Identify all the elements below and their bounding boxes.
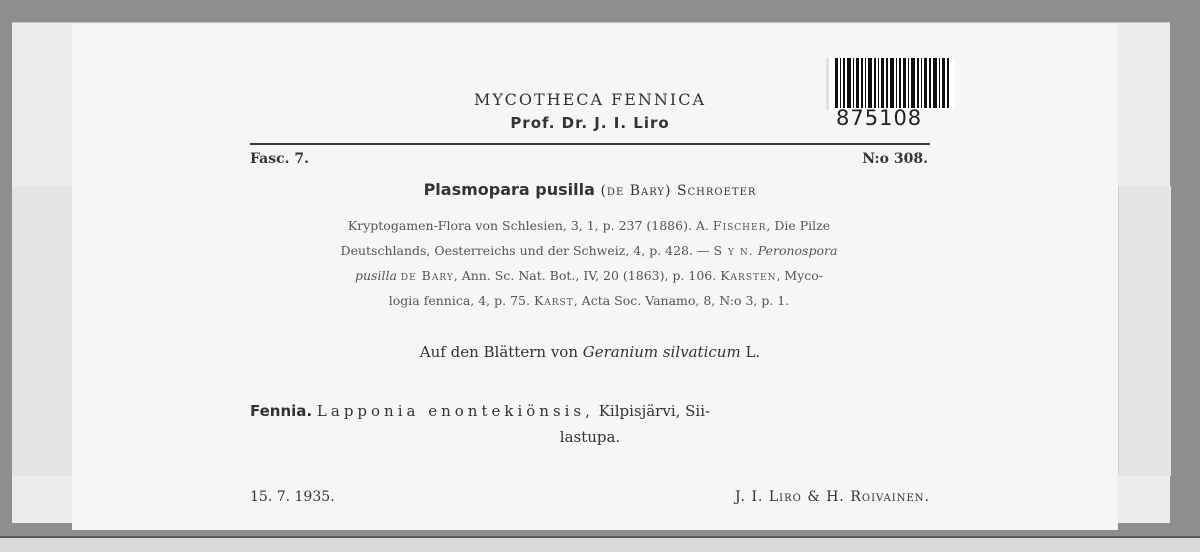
ref1-text-end: , Die Pilze	[766, 218, 831, 233]
ref3-text: , Ann. Sc. Nat. Bot., IV, 20 (1863), p. 106.	[453, 268, 717, 283]
ref1-author: Fischer	[712, 218, 767, 233]
header-divider	[250, 143, 930, 145]
ref1-text: Kryptogamen-Flora von Schlesien, 3, 1, p. 237 (1886). A.	[347, 218, 713, 233]
fascicle-number: Fasc. 7.	[250, 151, 310, 167]
species-authority: (de Bary) Schroeter	[600, 183, 757, 199]
reference-line-3	[243, 268, 935, 283]
species-name	[250, 180, 930, 199]
ref4-author: Karst	[533, 293, 574, 308]
locality-line	[250, 402, 936, 420]
ref3-text-end: , Myco-	[776, 268, 824, 283]
host-authority: L.	[745, 343, 761, 361]
locality-province: Lapponia enontekiönsis,	[316, 402, 594, 420]
host-species: Geranium silvaticum	[582, 343, 741, 361]
locality-place: Kilpisjärvi, Sii-	[598, 402, 711, 420]
reference-line-4	[243, 293, 935, 308]
locality-line-2: lastupa.	[559, 428, 621, 446]
locality-country: Fennia.	[250, 402, 313, 420]
barcode	[826, 58, 955, 110]
collection-author: Prof. Dr. J. I. Liro	[510, 114, 670, 132]
ref3-author2: Karsten	[720, 268, 777, 283]
reference-line-2	[243, 243, 935, 258]
specimen-number: N:o 308.	[862, 151, 928, 167]
reference-line-1	[243, 218, 935, 233]
ref3-epithet: pusilla	[354, 268, 397, 283]
ref4-text-end: , Acta Soc. Vanamo, 8, N:o 3, p. 1.	[573, 293, 790, 308]
ref3-author: de Bary	[400, 268, 454, 283]
collection-date: 15. 7. 1935.	[250, 489, 335, 505]
envelope-fold-left	[12, 186, 73, 476]
barcode-bars-icon	[833, 58, 951, 108]
ref2-text: Deutschlands, Oesterreichs und der Schweiz, 4, p. 428. —	[340, 243, 714, 258]
barcode-number: 875108	[836, 106, 923, 130]
host-prefix: Auf den Blättern von	[419, 343, 578, 361]
envelope-fold-right	[1118, 186, 1171, 476]
host-line	[250, 343, 930, 361]
collection-title: MYCOTHECA FENNICA	[473, 90, 707, 109]
ref2-synonym: Peronospora	[757, 243, 838, 258]
ref4-text: logia fennica, 4, p. 75.	[388, 293, 530, 308]
ref2-syn: S y n.	[713, 243, 754, 258]
species-binomial: Plasmopara pusilla	[423, 180, 595, 199]
collectors: J. I. Liro & H. Roivainen.	[735, 489, 930, 505]
